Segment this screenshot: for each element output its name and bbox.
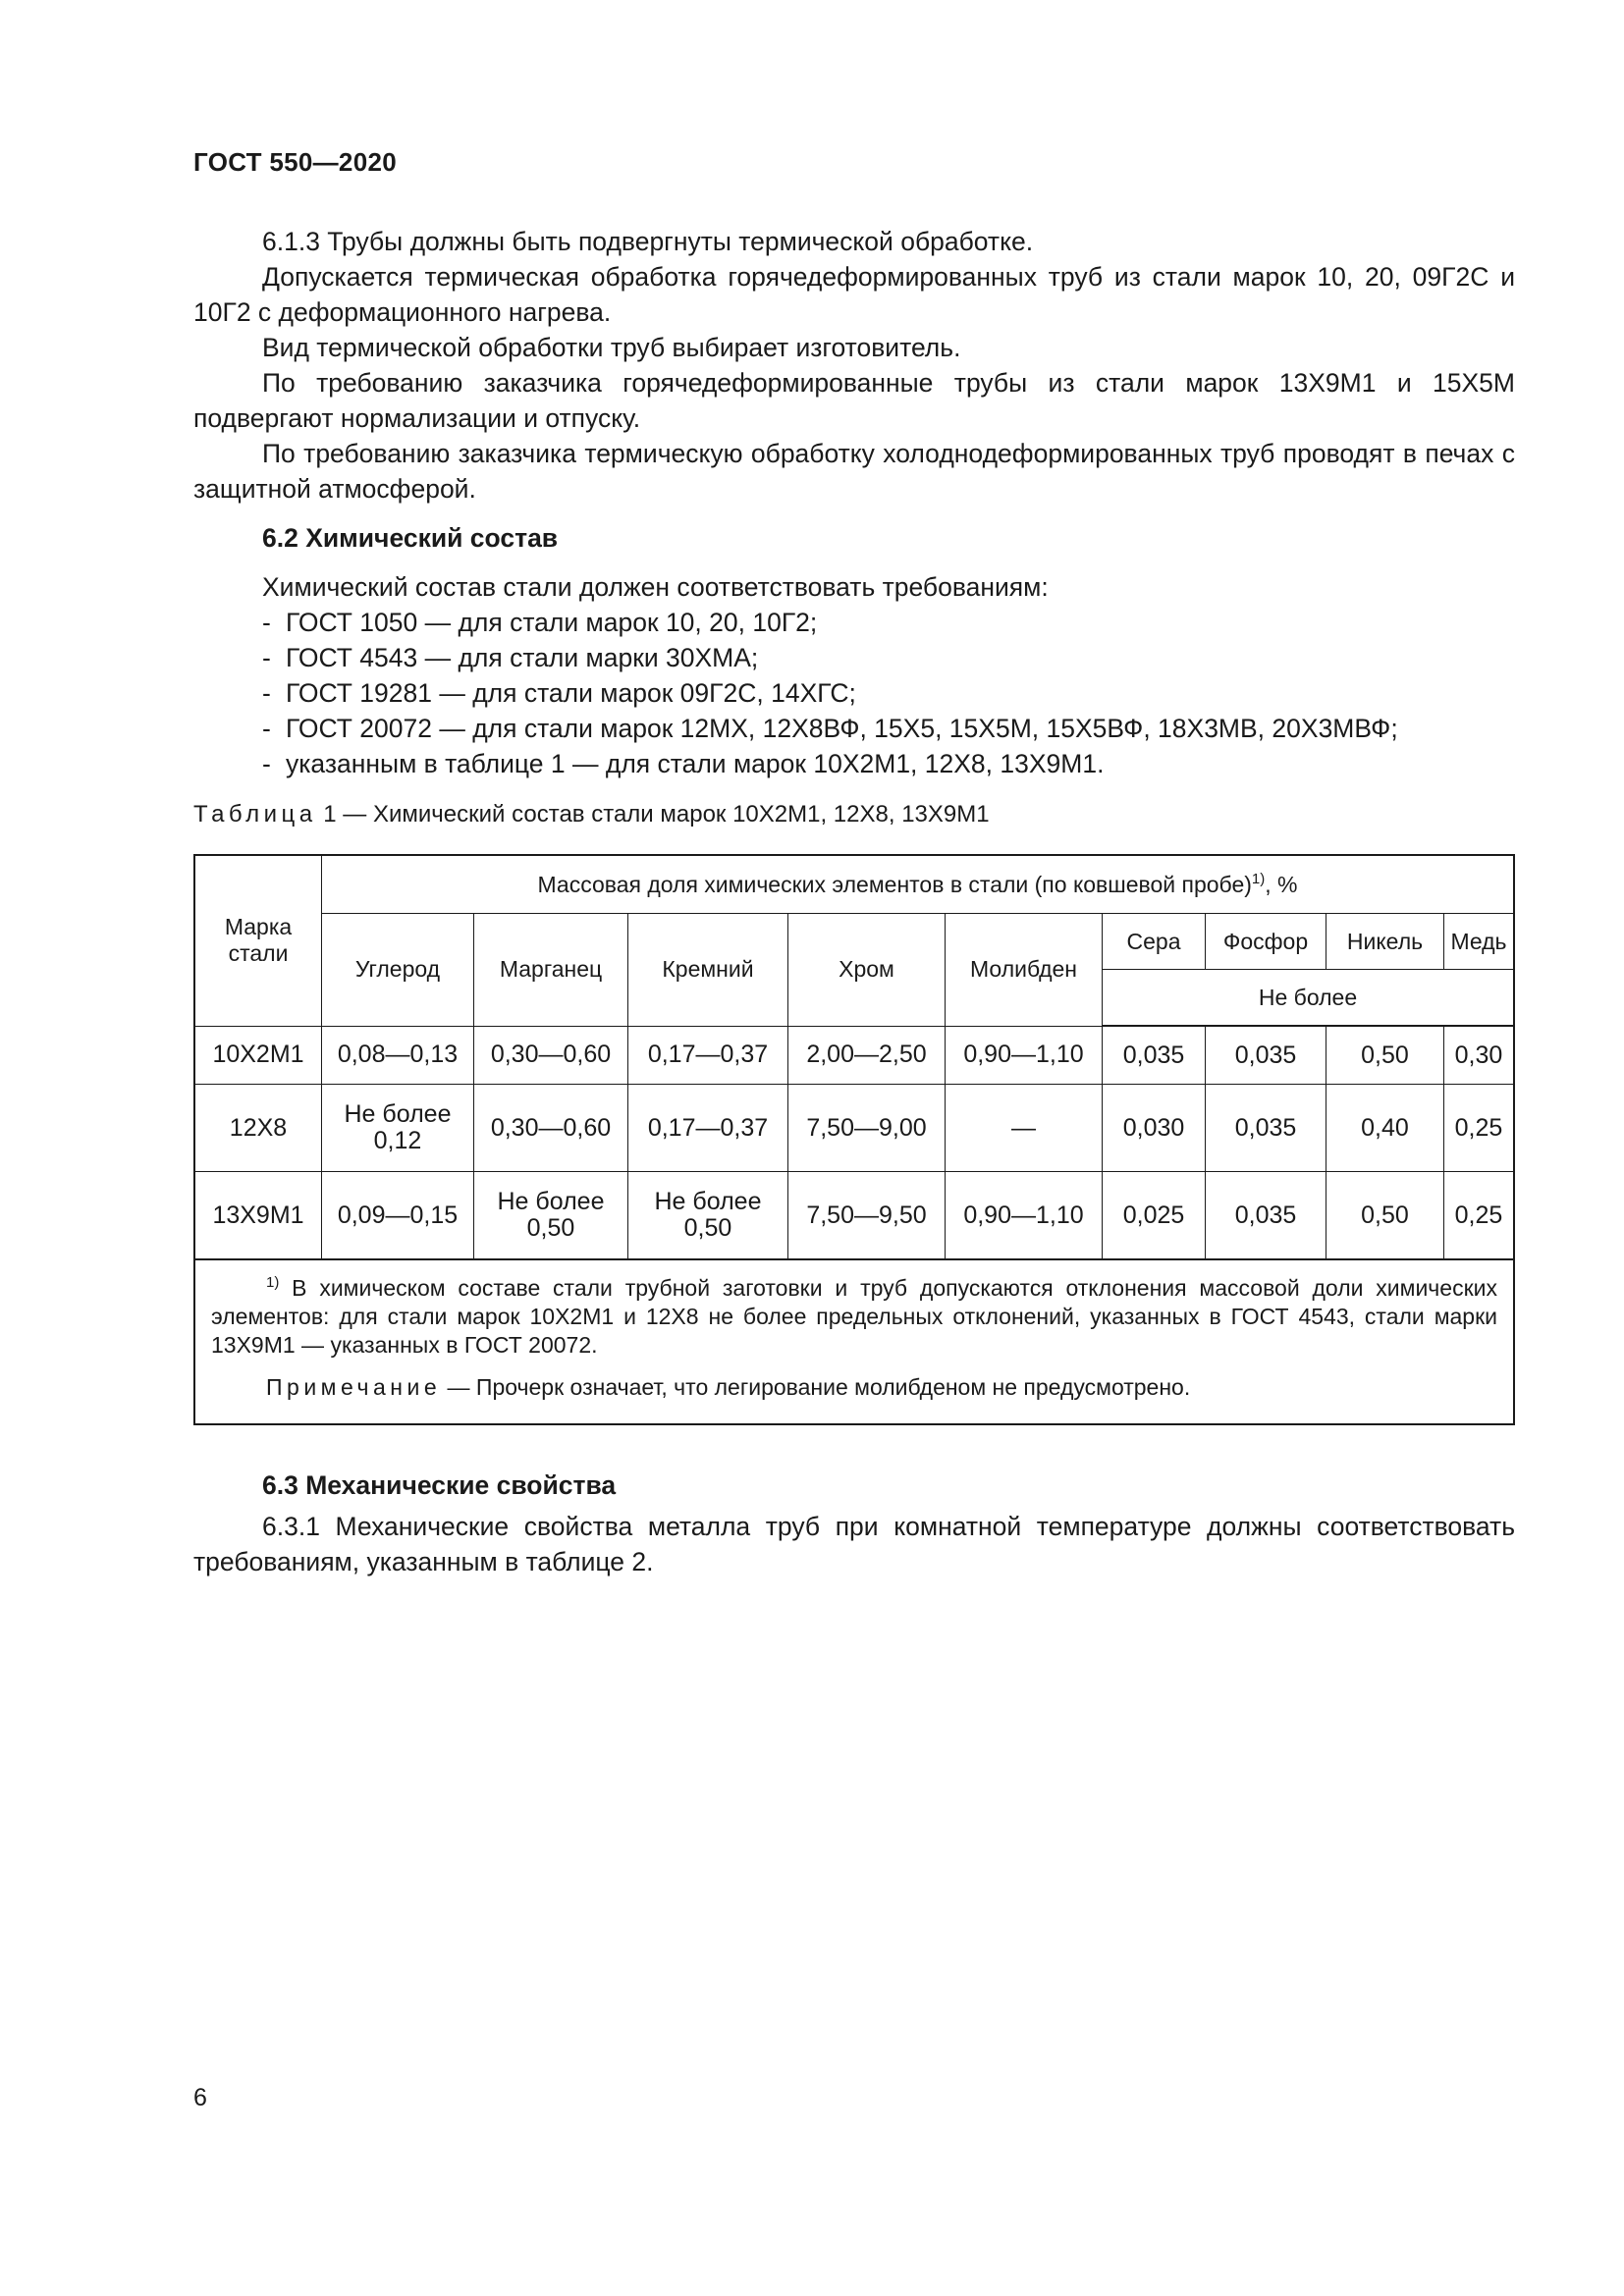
column-header-carbon: Углерод [322,914,474,1027]
table-header-row [194,914,1514,970]
list-item-text: указанным в таблице 1 — для стали марок 10Х2М1, 12Х8, 13Х9М1. [286,749,1105,778]
dash-bullet: - [262,714,271,743]
table-row [194,1026,1514,1085]
table-cell: 0,50 [1326,1026,1444,1085]
column-header-chromium: Хром [788,914,946,1027]
table-caption [193,801,990,828]
table-footnote [211,1274,1497,1360]
section-6-1-3 [193,224,1515,507]
table-cell: 0,30 [1444,1026,1515,1085]
column-header-molybdenum: Молибден [946,914,1103,1027]
paragraph: По требованию заказчика горячедеформированные трубы из стали марок 13Х9М1 и 15Х5М подвергают нормализации и отпуску. [193,368,1515,433]
chemical-composition-table [193,854,1515,1425]
section-6-3-body [193,1509,1515,1579]
footnote-text: В химическом составе стали трубной заготовки и труб допускаются отклонения массовой доли химических элементов: для стали марок 10Х2М1 и 12Х8 не более предельных отклонений, указанных в ГОСТ 4543, стали марки 13Х9М1 — указанных в ГОСТ 20072. [211,1275,1497,1358]
grade-cell: 12Х8 [194,1085,322,1172]
list-item-text: ГОСТ 1050 — для стали марок 10, 20, 10Г2; [286,608,818,637]
paragraph: Вид термической обработки труб выбирает изготовитель. [262,333,961,362]
table-cell: 0,90—1,10 [946,1172,1103,1260]
table-cell: 0,035 [1206,1172,1326,1260]
grade-column-header: Марка стали [194,855,322,1026]
column-header-nickel: Никель [1326,914,1444,970]
table-cell: Не более 0,50 [474,1172,628,1260]
standards-list [193,605,1515,781]
table-cell: 0,17—0,37 [628,1026,788,1085]
table-cell: 0,25 [1444,1172,1515,1260]
list-item-text: ГОСТ 20072 — для стали марок 12МХ, 12Х8ВФ, 15Х5, 15Х5М, 15Х5ВФ, 18Х3МВ, 20Х3МВФ; [286,714,1398,743]
list-item [193,605,1515,640]
table-notes-row [194,1259,1514,1424]
standard-header: ГОСТ 550—2020 [193,147,397,177]
table-cell: — [946,1085,1103,1172]
table-row [194,1085,1514,1172]
table-cell: 0,09—0,15 [322,1172,474,1260]
group-header [322,855,1515,914]
note-label: Примечание [266,1374,442,1400]
paragraph: По требованию заказчика термическую обработку холоднодеформированных труб проводят в печах с защитной атмосферой. [193,439,1515,504]
dash-bullet: - [262,749,271,778]
grade-cell: 10Х2М1 [194,1026,322,1085]
table-cell: 0,30—0,60 [474,1026,628,1085]
table-cell: 7,50—9,00 [788,1085,946,1172]
paragraph: 6.1.3 Трубы должны быть подвергнуты термической обработке. [262,227,1034,256]
section-heading-6-2: 6.2 Химический состав [262,523,559,553]
table-cell: 0,035 [1206,1026,1326,1085]
table-cell: 0,030 [1103,1085,1206,1172]
table-cell: 0,50 [1326,1172,1444,1260]
paragraph: 6.3.1 Механические свойства металла труб при комнатной температуре должны соответствовать требованиям, указанным в таблице 2. [193,1512,1515,1576]
table-row [194,1172,1514,1260]
column-header-manganese: Марганец [474,914,628,1027]
table-header-row [194,855,1514,914]
table-cell: 0,035 [1103,1026,1206,1085]
dash-bullet: - [262,643,271,672]
list-item [193,746,1515,781]
table-cell: 0,90—1,10 [946,1026,1103,1085]
table-cell: 0,30—0,60 [474,1085,628,1172]
footnote-mark: 1) [266,1274,280,1291]
table-cell: Не более 0,12 [322,1085,474,1172]
page-number: 6 [193,2084,207,2111]
table-cell: 0,25 [1444,1085,1515,1172]
footnote-ref: 1) [1251,870,1266,887]
table-cell: Не более 0,50 [628,1172,788,1260]
table-caption-label: Таблица [193,801,317,828]
column-header-copper: Медь [1444,914,1515,970]
list-item [193,675,1515,711]
table-cell: 7,50—9,50 [788,1172,946,1260]
table-cell: 0,17—0,37 [628,1085,788,1172]
list-item [193,711,1515,746]
list-item-text: ГОСТ 19281 — для стали марок 09Г2С, 14ХГС; [286,678,856,708]
table-caption-text: 1 — Химический состав стали марок 10Х2М1, 12Х8, 13Х9М1 [316,801,990,828]
table-cell: 2,00—2,50 [788,1026,946,1085]
dash-bullet: - [262,678,271,708]
section-6-2-body [193,569,1515,781]
table-cell: 0,035 [1206,1085,1326,1172]
note-text: — Прочерк означает, что легирование молибденом не предусмотрено. [441,1374,1191,1400]
grade-cell: 13Х9М1 [194,1172,322,1260]
list-item-text: ГОСТ 4543 — для стали марки 30ХМА; [286,643,759,672]
table-cell: 0,08—0,13 [322,1026,474,1085]
table-cell: 0,025 [1103,1172,1206,1260]
list-item [193,640,1515,675]
column-header-silicon: Кремний [628,914,788,1027]
section-heading-6-3: 6.3 Механические свойства [262,1470,617,1500]
table-note [211,1373,1497,1402]
group-header-unit: , % [1265,871,1298,897]
group-header-text: Массовая доля химических элементов в стали (по ковшевой пробе) [537,871,1252,897]
table-notes [194,1259,1514,1424]
paragraph: Химический состав стали должен соответствовать требованиям: [262,572,1049,602]
column-header-phosphorus: Фосфор [1206,914,1326,970]
table-cell: 0,40 [1326,1085,1444,1172]
max-note-header: Не более [1103,970,1515,1027]
column-header-sulfur: Сера [1103,914,1206,970]
paragraph: Допускается термическая обработка горячедеформированных труб из стали марок 10, 20, 09Г2С и 10Г2 с деформационного нагрева. [193,262,1515,327]
dash-bullet: - [262,608,271,637]
